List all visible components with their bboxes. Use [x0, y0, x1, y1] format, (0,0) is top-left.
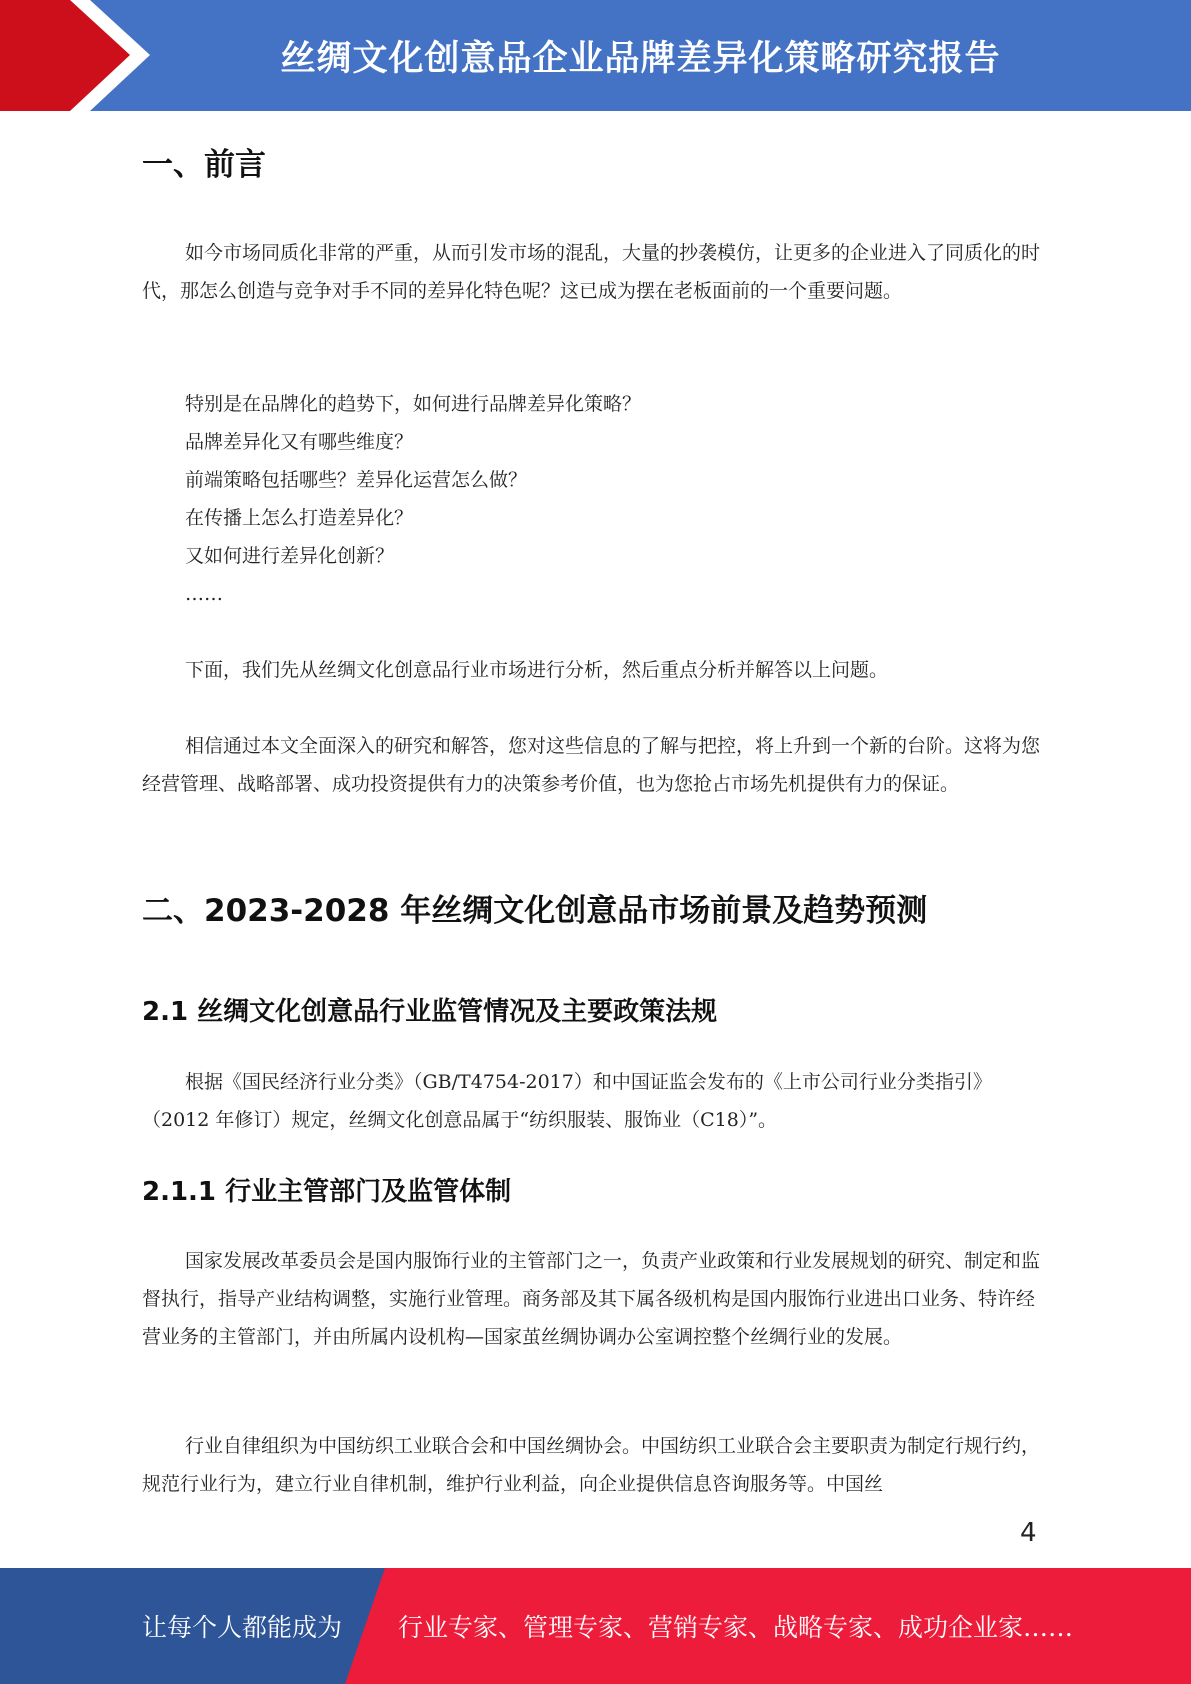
footer-slogan-left: 让每个人都能成为	[142, 1613, 343, 1642]
section-heading-forecast: 二、2023-2028 年丝绸文化创意品市场前景及趋势预测	[142, 893, 928, 929]
report-title: 丝绸文化创意品企业品牌差异化策略研究报告	[280, 38, 1001, 79]
page-footer	[0, 1568, 1191, 1684]
preface-paragraph-1: 如今市场同质化非常的严重，从而引发市场的混乱，大量的抄袭模仿，让更多的企业进入了同质化的时代，那怎么创造与竞争对手不同的差异化特色呢？这已成为摆在老板面前的一个重要问题。	[142, 242, 1041, 302]
preface-paragraph-2: 下面，我们先从丝绸文化创意品行业市场进行分析，然后重点分析并解答以上问题。	[185, 659, 889, 681]
footer-slogan-right: 行业专家、管理专家、营销专家、战略专家、成功企业家……	[398, 1613, 1074, 1642]
subsection-2-1-1-paragraph-2: 行业自律组织为中国纺织工业联合会和中国丝绸协会。中国纺织工业联合会主要职责为制定行规行约，规范行业行为，建立行业自律机制，维护行业利益，向企业提供信息咨询服务等。中国丝	[142, 1435, 1041, 1495]
preface-paragraph-3: 相信通过本文全面深入的研究和解答，您对这些信息的了解与把控，将上升到一个新的台阶。这将为您经营管理、战略部署、成功投资提供有力的决策参考价值，也为您抢占市场先机提供有力的保证。	[142, 735, 1041, 795]
page-number: 4	[1020, 1518, 1037, 1548]
list-item: 前端策略包括哪些？差异化运营怎么做？	[185, 469, 528, 491]
list-item: 特别是在品牌化的趋势下，如何进行品牌差异化策略？	[185, 393, 642, 415]
question-list	[185, 385, 641, 613]
list-item: 又如何进行差异化创新？	[185, 545, 395, 567]
page-header	[0, 0, 1191, 111]
list-item: ……	[185, 583, 223, 605]
list-item: 在传播上怎么打造差异化？	[185, 507, 414, 529]
list-item: 品牌差异化又有哪些维度？	[185, 431, 414, 453]
subsection-heading-2-1: 2.1 丝绸文化创意品行业监管情况及主要政策法规	[142, 997, 718, 1027]
subsection-2-1-paragraph: 根据《国民经济行业分类》（GB/T4754-2017）和中国证监会发布的《上市公司行业分类指引》（2012 年修订）规定，丝绸文化创意品属于“纺织服装、服饰业（C18）”。	[142, 1071, 992, 1131]
subsection-2-1-1-paragraph-1: 国家发展改革委员会是国内服饰行业的主管部门之一，负责产业政策和行业发展规划的研究、制定和监督执行，指导产业结构调整，实施行业管理。商务部及其下属各级机构是国内服饰行业进出口业务、特许经营业务的主管部门，并由所属内设机构—国家茧丝绸协调办公室调控整个丝绸行业的发展。	[142, 1250, 1041, 1348]
section-heading-preface: 一、前言	[142, 147, 266, 183]
subsection-heading-2-1-1: 2.1.1 行业主管部门及监管体制	[142, 1177, 512, 1207]
header-arrow-decoration	[0, 0, 160, 111]
